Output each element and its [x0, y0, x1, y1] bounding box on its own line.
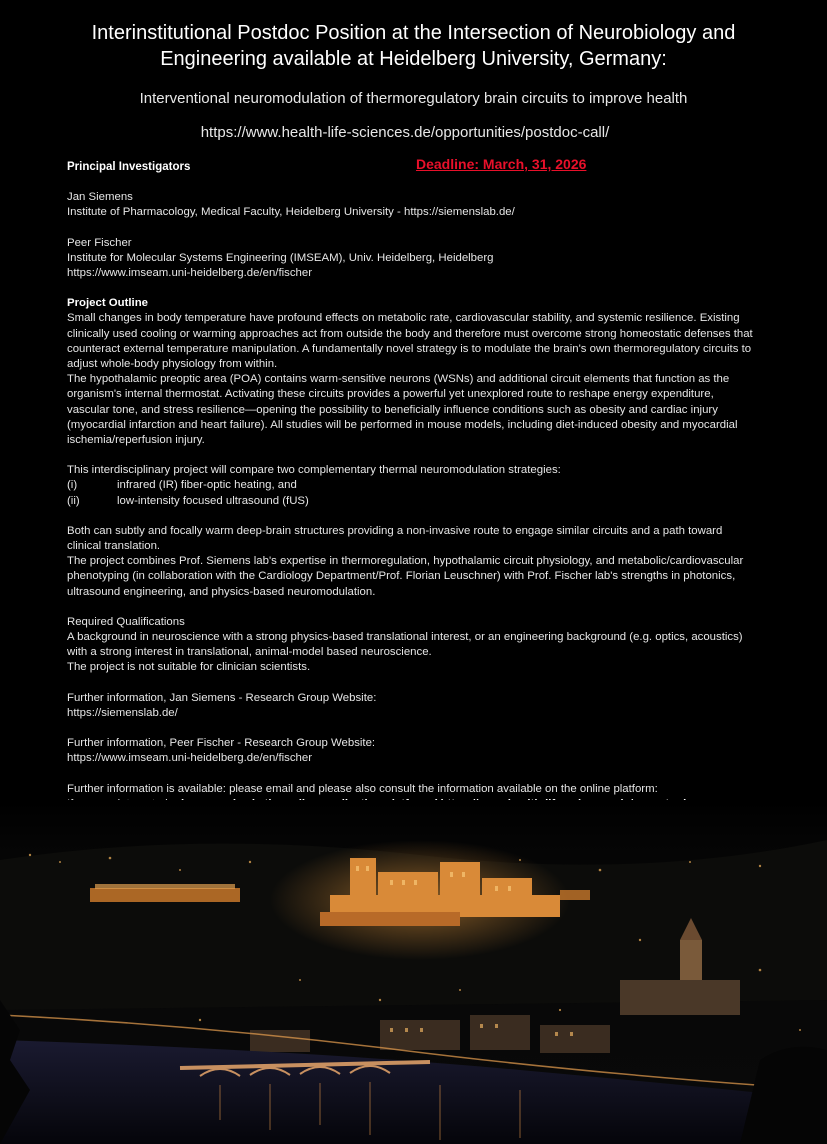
list-item-number: (i) [67, 479, 78, 492]
heidelberg-night-photo [0, 800, 827, 1144]
title-line-1: Interinstitutional Postdoc Position at the Intersection of Neurobiology and [91, 22, 736, 44]
deadline-link[interactable]: Deadline: March, 31, 2026 [416, 156, 587, 172]
siemens-url[interactable]: https://siemenslab.de/ [67, 706, 178, 719]
pi-2-name: Peer Fischer [67, 236, 132, 249]
outline-para-4: Both can subtly and focally warm deep-brain structures providing a non-invasive route to engage similar circuits and a path toward clinical translation. [67, 524, 723, 553]
list-item [67, 494, 757, 509]
page-title [0, 20, 827, 72]
call-url-link[interactable]: https://www.health-life-sciences.de/opportunities/postdoc-call/ [200, 124, 610, 141]
pi-section [67, 156, 757, 175]
pi-2-url[interactable]: https://www.imseam.uni-heidelberg.de/en/fischer [67, 267, 313, 280]
fischer-info-label: Further information, Peer Fischer - Research Group Website: [67, 737, 376, 750]
title-line-2: Engineering available at Heidelberg University, Germany: [160, 48, 667, 70]
fischer-url[interactable]: https://www.imseam.uni-heidelberg.de/en/fischer [67, 752, 313, 765]
outline-para-3: This interdisciplinary project will compare two complementary thermal neuromodulation strategies: [67, 464, 561, 477]
list-item-number: (ii) [67, 494, 80, 507]
siemens-info-label: Further information, Jan Siemens - Research Group Website: [67, 691, 377, 704]
outline-heading: Project Outline [67, 297, 149, 310]
outline-para-2: The hypothalamic preoptic area (POA) contains warm-sensitive neurons (WSNs) and additional circuit elements that function as the organism's internal thermostat. Activating these circuits provides a powerful yet unexplored route to reshape energy expenditure, vascular tone, and stress resilience—opening the possibility to beneficially influence conditions such as obesity and cardiac injury (myocardial infarction and heart failure). All studies will be performed in mouse models, including diet-induced obesity and myocardial ischemia/reperfusion injury. [67, 373, 738, 447]
pi-1-name: Jan Siemens [67, 191, 133, 204]
list-item-text: low-intensity focused ultrasound (fUS) [117, 494, 309, 507]
project-subtitle: Interventional neuromodulation of thermoregulatory brain circuits to improve health [139, 90, 688, 107]
content-body [67, 156, 757, 842]
qualifications-text: A background in neuroscience with a strong physics-based translational interest, or an engineering background (e.g. optics, acoustics) with a strong interest in translational, animal-model based neuroscience. [67, 631, 743, 659]
outline-para-5: The project combines Prof. Siemens lab's expertise in thermoregulation, hypothalamic circuit physiology, and metabolic/cardiovascular phenotyping (in collaboration with the Cardiology Department/Prof. Florian Leuschner) with Prof. Fischer lab's strengths in photonics, ultrasound engineering, and physics-based neuromodulation. [67, 555, 744, 598]
pi-1-affiliation: Institute of Pharmacology, Medical Faculty, Heidelberg University - https://siemenslab.de/ [67, 206, 515, 219]
pi-heading: Principal Investigators [67, 161, 191, 173]
list-item-text: infrared (IR) fiber-optic heating, and [117, 479, 297, 492]
further-info-available: Further information is available: please email and please also consult the information available on the online platform: [67, 782, 658, 795]
outline-para-1: Small changes in body temperature have profound effects on metabolic rate, cardiovascular stability, and systemic resilience. Existing clinically used cooling or warming approaches act from outside the body and therefore must overcome strong homeostatic defenses that counteract external temperature manipulation. A fundamentally novel strategy is to modulate the brain's own thermoregulatory circuits to adjust whole-body physiology from within. [67, 312, 753, 371]
qualifications-note: The project is not suitable for clinician scientists. [67, 661, 311, 674]
list-item [67, 478, 757, 493]
pi-2-affiliation: Institute for Molecular Systems Engineering (IMSEAM), Univ. Heidelberg, Heidelberg [67, 251, 494, 264]
qualifications-heading: Required Qualifications [67, 615, 185, 628]
